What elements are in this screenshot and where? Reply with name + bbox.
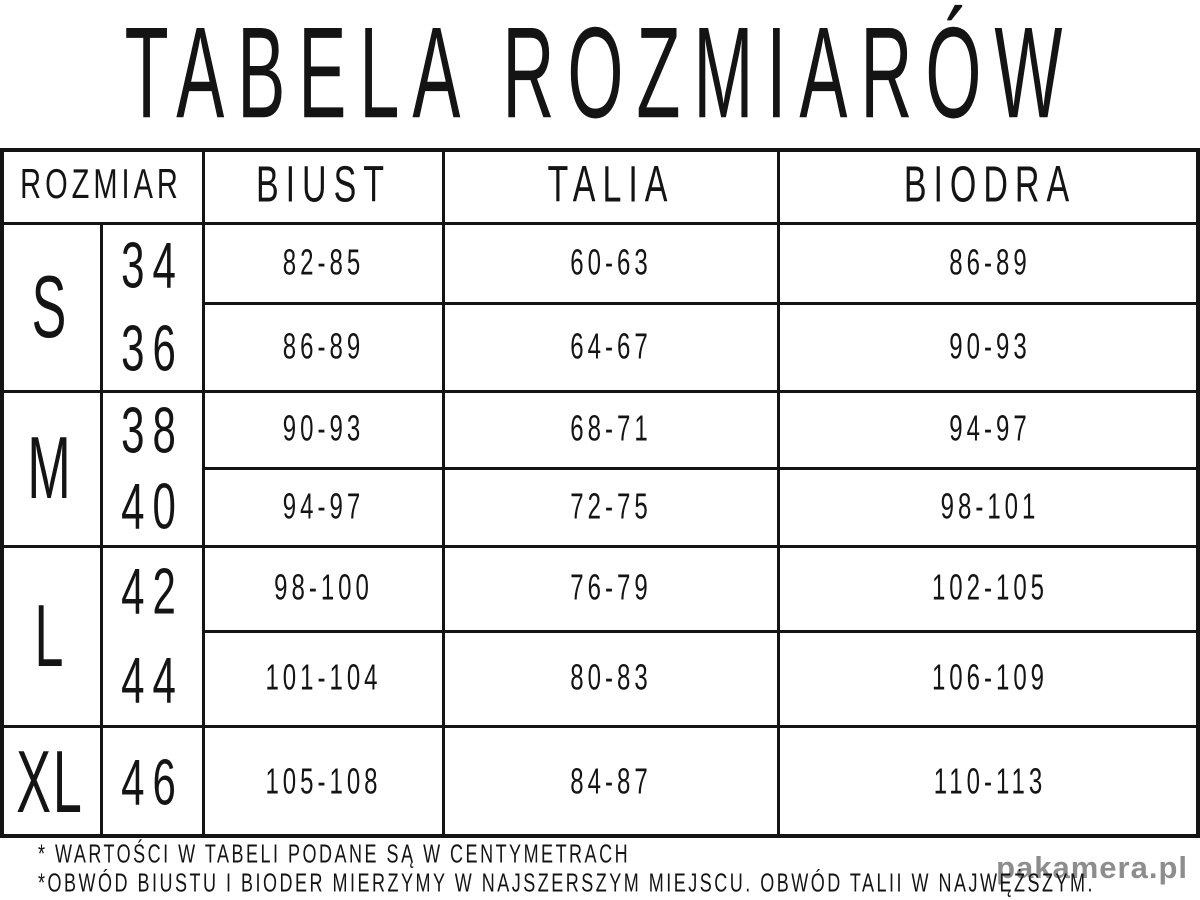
- cell-m38-talia: 68-71: [445, 393, 780, 470]
- header-rozmiar: ROZMIAR: [0, 148, 205, 225]
- cell-l44-talia: 80-83: [445, 633, 780, 728]
- title-bar: [0, 0, 1200, 148]
- size-numbers-l: [103, 548, 205, 728]
- size-group-l-label: L: [0, 548, 103, 728]
- cell-s36-talia: 64-67: [445, 305, 780, 393]
- cell-s36-biodra: 90-93: [780, 305, 1200, 393]
- note-units: * WARTOŚCI W TABELI PODANE SĄ W CENTYMETRACH: [38, 839, 631, 869]
- size-group-xl-label: XL: [0, 728, 103, 838]
- cell-l44-biust: 101-104: [205, 633, 445, 728]
- size-group-s-label: S: [0, 225, 103, 393]
- cell-s34-biodra: 86-89: [780, 225, 1200, 305]
- page-title: TABELA ROZMIARÓW: [124, 2, 1076, 147]
- cell-s34-biust: 82-85: [205, 225, 445, 305]
- header-talia: TALIA: [445, 148, 780, 225]
- size-group-m-label: M: [0, 393, 103, 548]
- note-measurement-method: *OBWÓD BIUSTU I BIODER MIERZYMY W NAJSZERSZYM MIEJSCU. OBWÓD TALII W NAJWĘŻSZYM.: [38, 868, 1096, 898]
- cell-xl46-biodra: 110-113: [933, 762, 1047, 803]
- header-biodra: BIODRA: [780, 148, 1200, 225]
- cell-s36-biust: 86-89: [205, 305, 445, 393]
- header-biust: BIUST: [205, 148, 445, 225]
- cell-l44-biodra: 106-109: [780, 633, 1200, 728]
- cell-m40-biodra: 98-101: [780, 470, 1200, 548]
- size-number-46: 46: [121, 745, 184, 819]
- size-number-34: 34: [121, 229, 184, 302]
- cell-l42-talia: 76-79: [445, 548, 780, 633]
- cell-s34-talia: 60-63: [445, 225, 780, 305]
- cell-m40-talia: 72-75: [445, 470, 780, 548]
- cell-m38-biust: 90-93: [205, 393, 445, 470]
- cell-xl46-talia: 84-87: [445, 728, 780, 838]
- size-number-44: 44: [121, 643, 184, 717]
- cell-m38-biodra: 94-97: [780, 393, 1200, 470]
- footnotes: [38, 841, 1198, 899]
- cell-l42-biodra: 102-105: [780, 548, 1200, 633]
- size-number-42: 42: [121, 555, 184, 628]
- watermark-logo: pakamera.pl: [996, 850, 1188, 885]
- cell-xl46-biust: 105-108: [205, 728, 445, 838]
- cell-m40-biust: 94-97: [205, 470, 445, 548]
- size-numbers-m: [103, 393, 205, 548]
- size-number-36: 36: [121, 311, 184, 385]
- cell-l42-biust: 98-100: [205, 548, 445, 633]
- size-number-38: 38: [121, 393, 184, 467]
- size-table: [0, 148, 1200, 838]
- size-numbers-xl: [103, 728, 205, 838]
- size-numbers-s: [103, 225, 205, 393]
- size-number-40: 40: [121, 469, 184, 543]
